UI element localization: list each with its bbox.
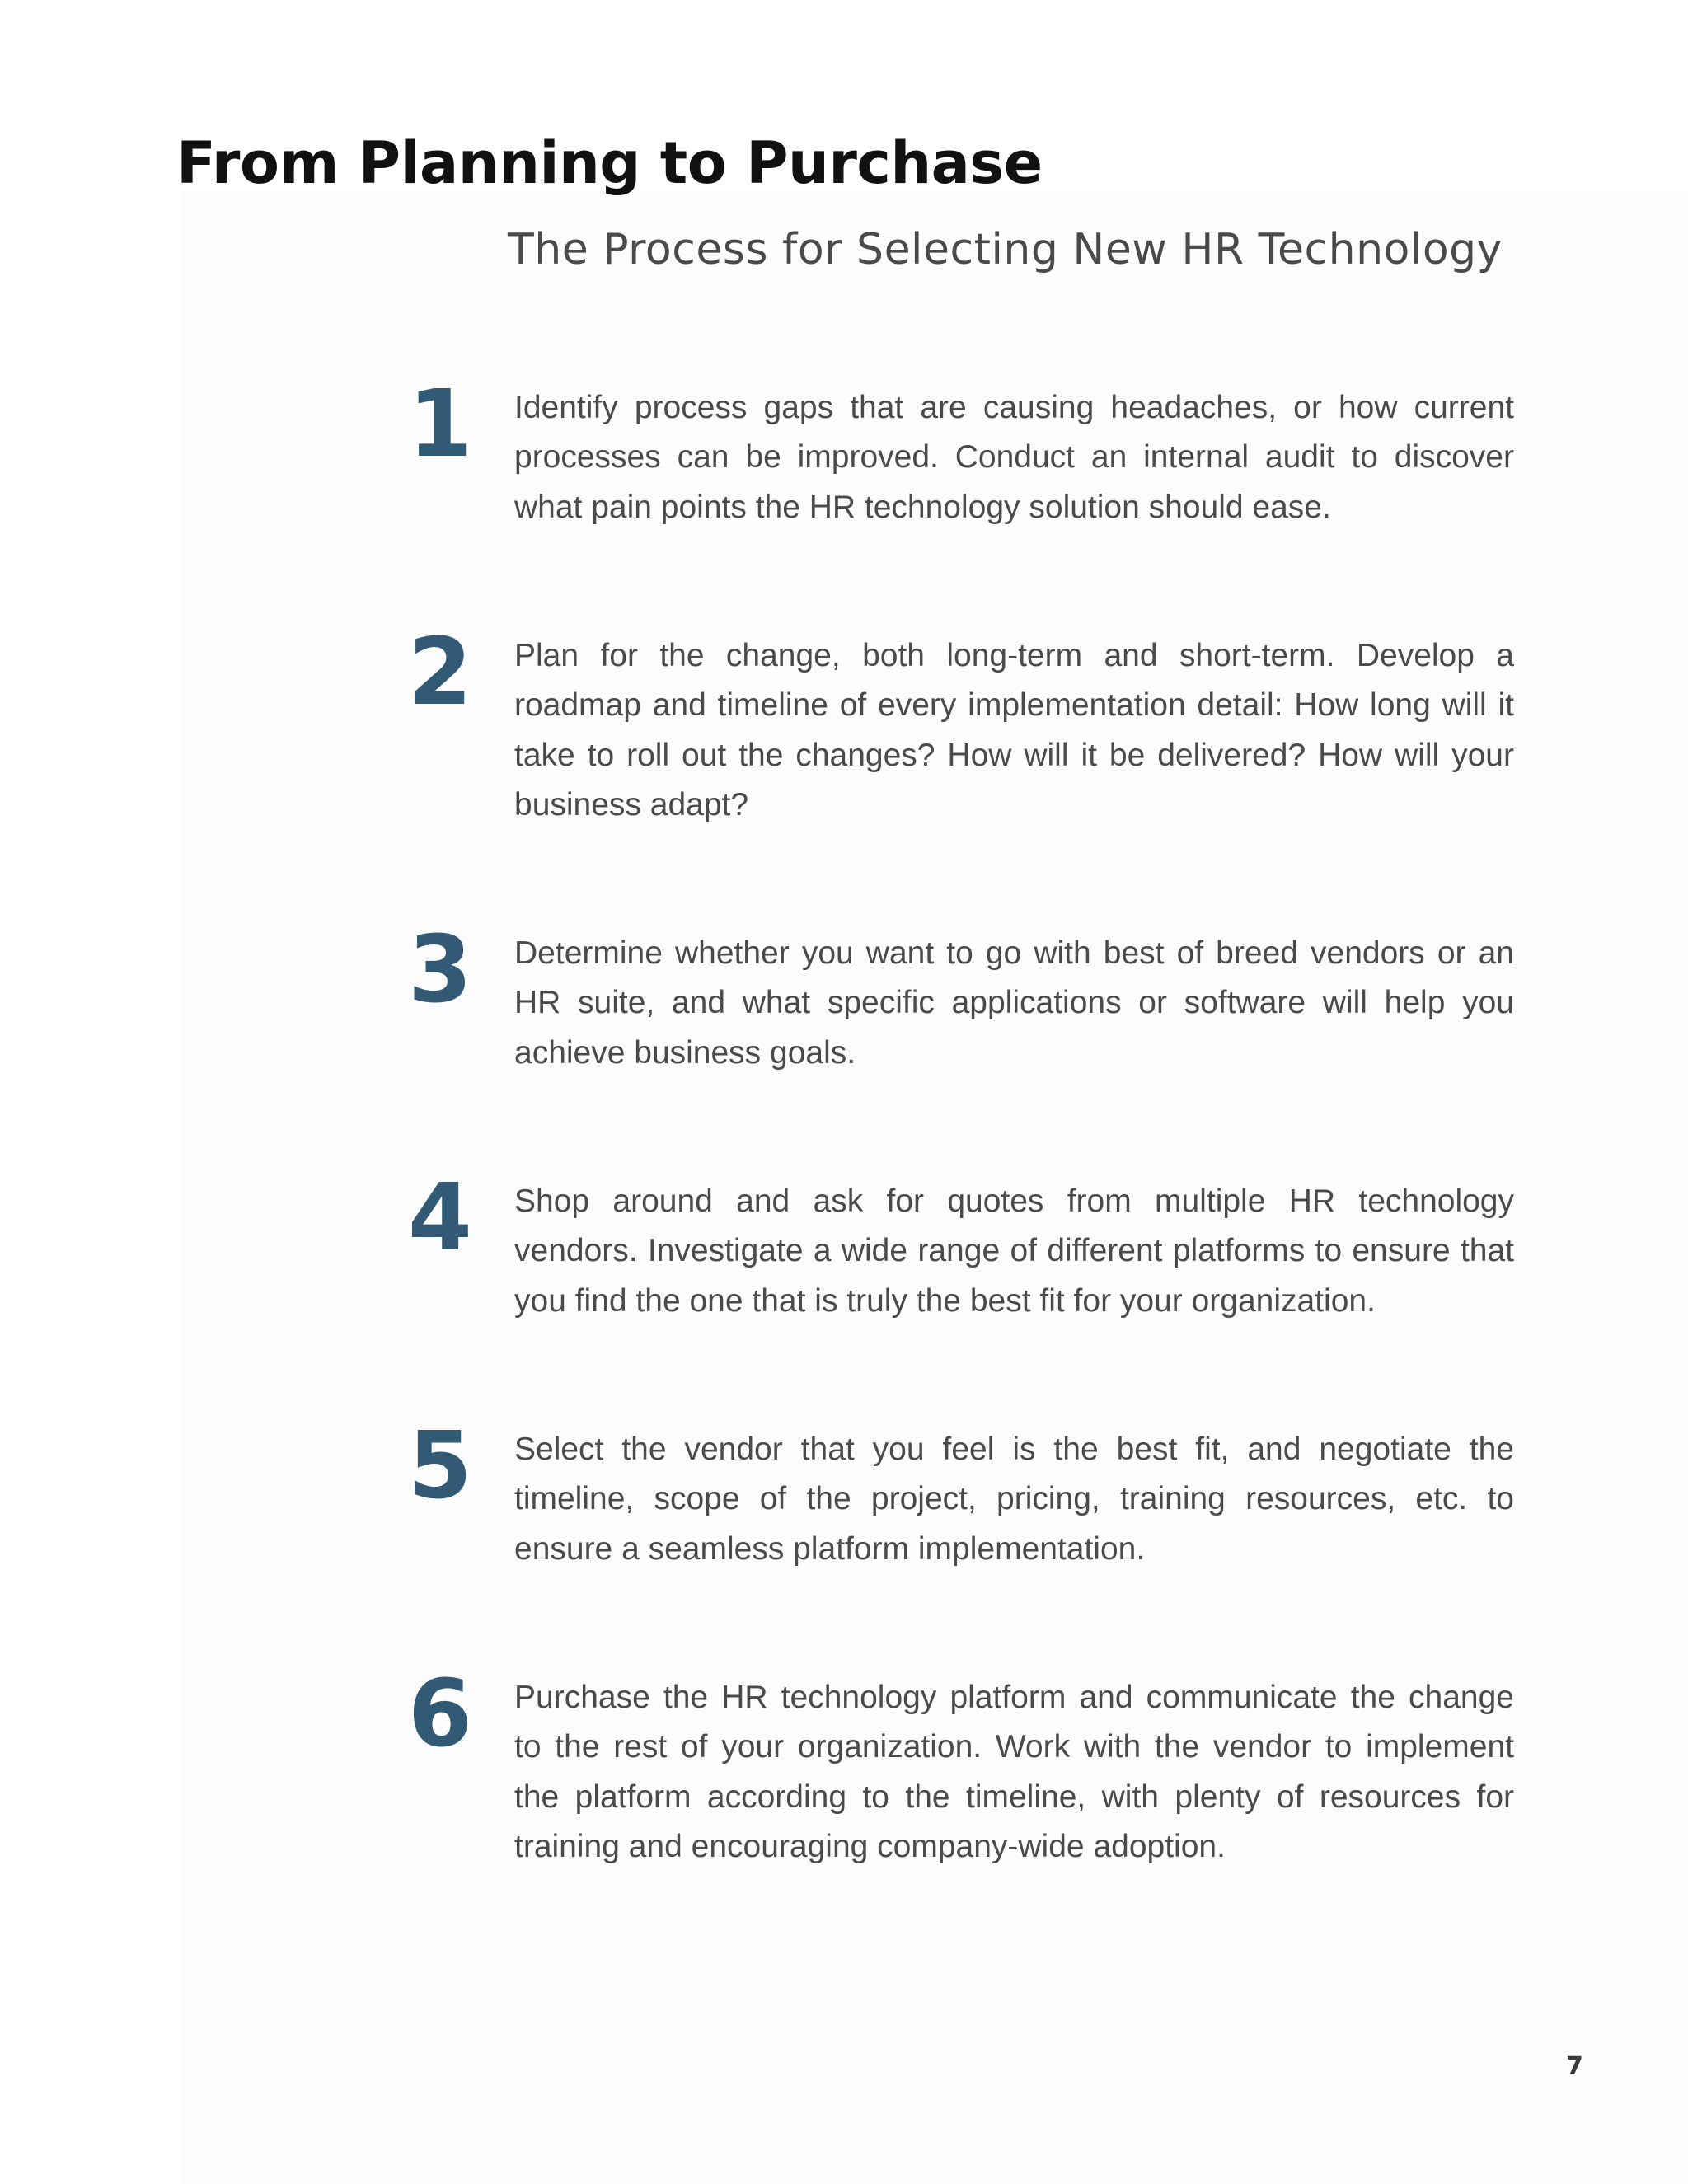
page-number: 7: [1566, 2052, 1583, 2081]
step-number: 4: [408, 1165, 472, 1272]
step-number: 5: [408, 1413, 472, 1520]
step-number: 6: [408, 1661, 472, 1768]
step-number: 1: [408, 371, 472, 478]
page-subtitle: The Process for Selecting New HR Technology: [508, 225, 1503, 274]
step-text: Shop around and ask for quotes from multiple HR technology vendors. Investigate a wide range of different platforms to ensure that you find the one that is truly the best fit for your organization.: [514, 1183, 1514, 1319]
step-text: Determine whether you want to go with best of breed vendors or an HR suite, and what specific applications or software will help you achieve business goals.: [514, 935, 1514, 1071]
step-text: Identify process gaps that are causing headaches, or how current processes can be improved. Conduct an internal audit to discover what pain points the HR technology solution should ease.: [514, 390, 1514, 525]
step-text: Purchase the HR technology platform and communicate the change to the rest of your organization. Work with the vendor to implement the platform according to the timeline, with plenty of resources for training and encouraging company-wide adoption.: [514, 1680, 1514, 1864]
page-title: From Planning to Purchase: [176, 129, 1043, 197]
step-text: Plan for the change, both long-term and short-term. Develop a roadmap and timeline of every implementation detail: How long will it take to roll out the changes? How will it be delivered? How will your business adapt?: [514, 638, 1514, 823]
step-text: Select the vendor that you feel is the best fit, and negotiate the timeline, scope of the project, pricing, training resources, etc. to ensure a seamless platform implementation.: [514, 1432, 1514, 1567]
step-number: 3: [408, 916, 472, 1024]
step-number: 2: [408, 619, 472, 726]
